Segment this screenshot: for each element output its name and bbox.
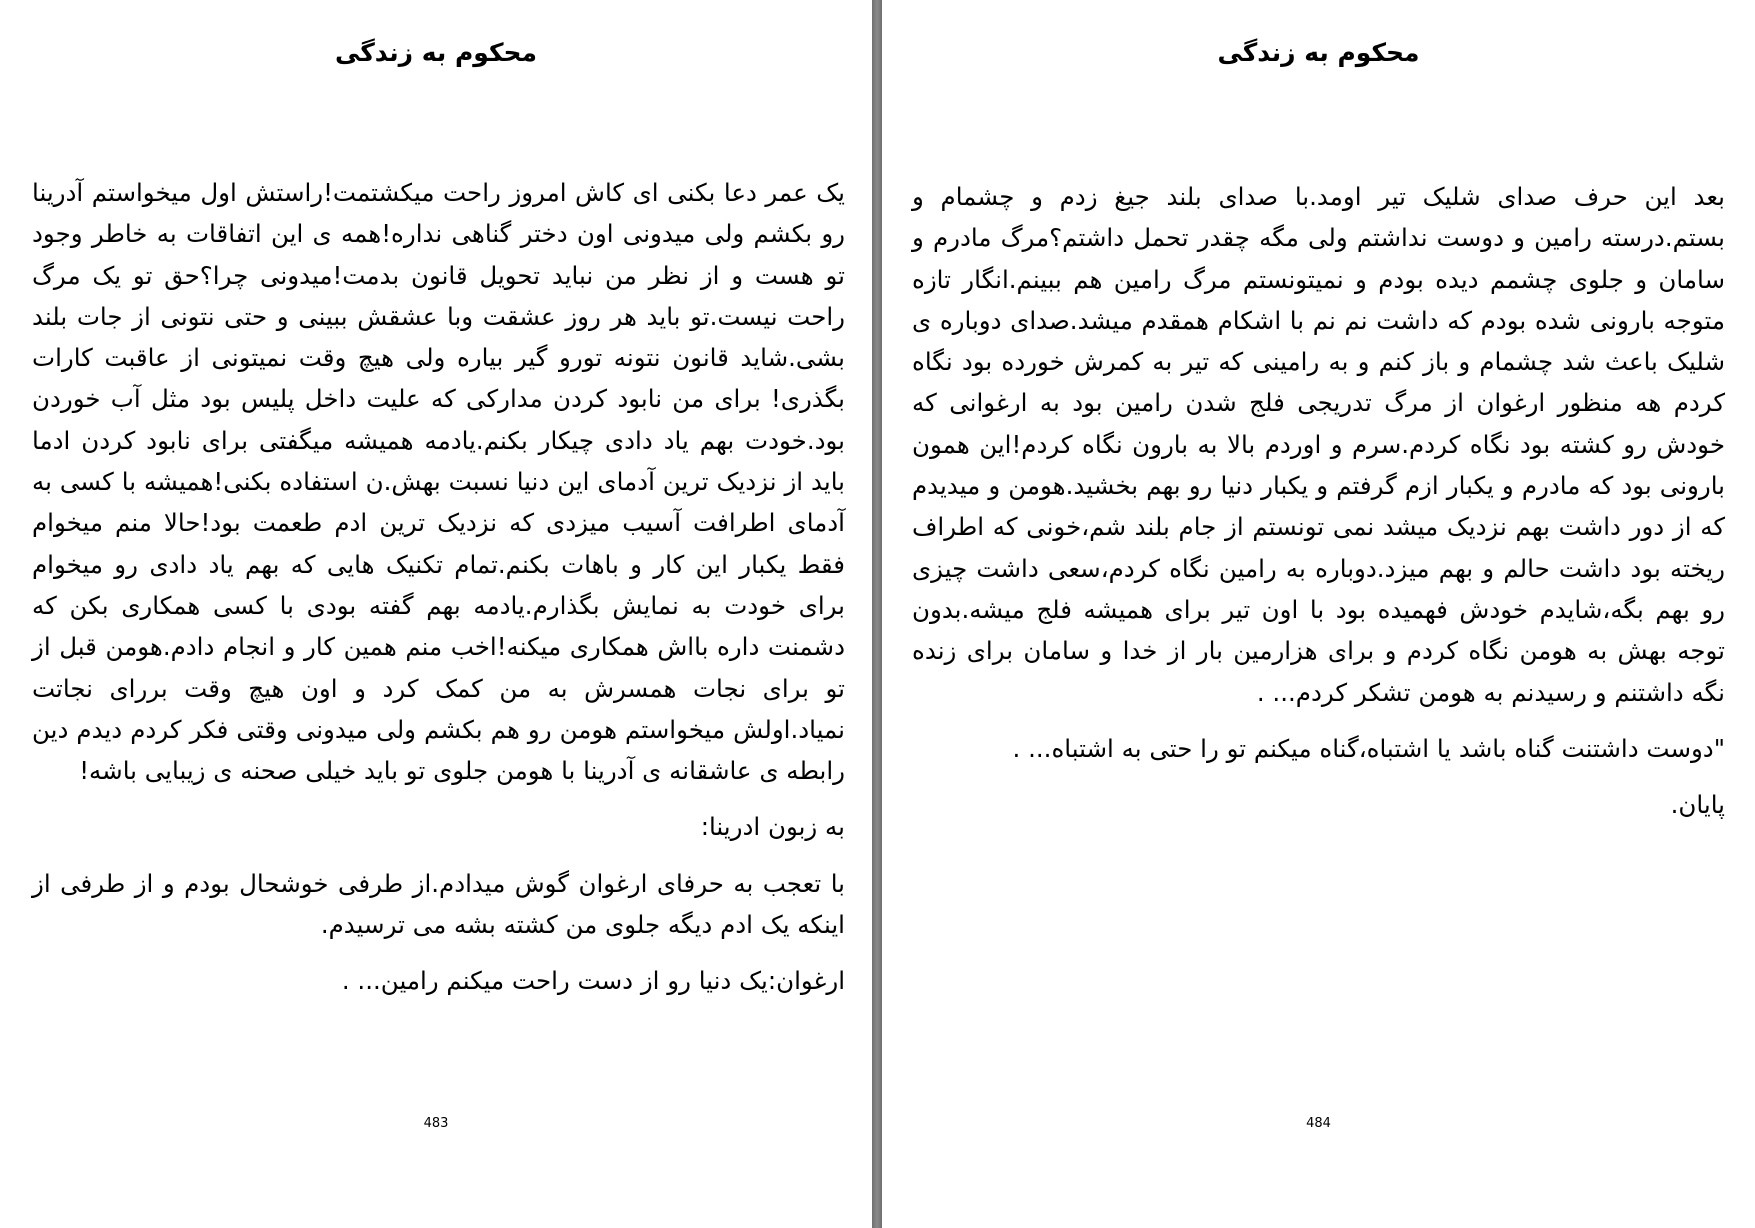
paragraph: با تعجب به حرفای ارغوان گوش میدادم.از طرفی خوشحال بودم و از طرفی از اینکه یک ادم دیگه جلوی من کشته بشه می ترسیدم. [32, 868, 845, 940]
paragraph: ارغوان:یک دنیا رو از دست راحت میکنم رامین... . [341, 966, 845, 996]
paragraph: "دوست داشتنت گناه باشد یا اشتباه،گناه میکنم تو را حتی به اشتباه... . [1012, 733, 1725, 763]
page-number: 484 [1306, 1116, 1331, 1131]
paragraph: به زبون ادرینا: [700, 812, 845, 842]
paragraph: بعد این حرف صدای شلیک تیر اومد.با صدای بلند جیغ زدم و چشمام و بستم.درسته رامین و دوست نداشتم ولی مگه چقدر تحمل داشتم؟مرگ مادرم و سامان و جلوی چشمم دیده بودم و نمیتونستم مرگ رامین هم ببینم.انگار تازه متوجه بارونی شده بودم که داشت نم نم با اشکام همقدم میشد.صدای دوباره ی شلیک باعث شد چشمام و باز کنم و به رامینی که تیر به کمرش خورده بود نگاه کردم هه منظور ارغوان از مرگ تدریجی فلج شدن رامین بود به ارغوانی که خودش رو کشته بود نگاه کردم.سرم و اوردم بالا به بارون نگاه کردم!این همون بارونی بود که مادرم و یکبار ازم گرفتم و یکبار دنیا رو بهم بخشید.هومن و میدیدم که از دور داشت بهم نزدیک میشد نمی تونستم از جام بلند شم،خونی که اطراف ریخته بود داشت حالم و بهم میزد.دوباره به رامین نگاه کردم،سعی داشت چیزی رو بهم بگه،شایدم خودش فهمیده بود با اون تیر برای همیشه فلج میشه.بدون توجه بهش به هومن نگاه کردم و برای هزارمین بار از خدا و سامان برای زنده نگه داشتنم و رسیدنم به هومن تشکر کردم... . [912, 182, 1725, 707]
book-spine [872, 0, 882, 1228]
paragraph: پایان. [1670, 790, 1725, 820]
paragraph: یک عمر دعا بکنی ای کاش امروز راحت میکشتمت!راستش اول میخواستم آدرینا رو بکشم ولی میدونی اون دختر گناهی نداره!همه ی این اتفاقات به خاطر وجود تو هست و از نظر من نباید تحویل قانون بدمت!میدونی چرا؟حق تو یک مرگ راحت نیست.تو باید هر روز عشقت وبا عشقش ببینی و حتی نتونی از جات بلند بشی.شاید قانون نتونه تورو گیر بیاره ولی هیچ وقت نمیتونی از عاقبت کارات بگذری! برای من نابود کردن مدارکی که علیت داخل پلیس بود مثل آب خوردن بود.خودت بهم یاد دادی چیکار بکنم.یادمه همیشه میگفتی برای نابود کردن ادما باید از نزدیک ترین آدمای این دنیا نسبت بهش.ن استفاده بکنی!همیشه با کسی به آدمای اطرافت آسیب میزدی که نزدیک ترین ادم طعمت بود!حالا منم میخوام فقط یکبار این کار و باهات بکنم.تمام تکنیک هایی که بهم یاد دادی رو میخوام برای خودت به نمایش بگذارم.یادمه بهم گفته بودی با کسی همکاری بکن که دشمنت داره بااش همکاری میکنه!اخب منم همین کار و انجام دادم.هومن قبل از تو برای نجات همسرش به من کمک کرد و اون هیچ وقت بررای نجاتت نمیاد.اولش میخواستم هومن رو هم بکشم ولی میدونی وقتی فکر کردم دیدم دین رابطه ی عاشقانه ی آدرینا با هومن جلوی تو باید خیلی صحنه ی زیبایی باشه! [32, 178, 845, 786]
page-number: 483 [423, 1116, 449, 1131]
right-page [882, 0, 1755, 1228]
left-page [0, 0, 872, 1228]
page-body [912, 176, 1725, 840]
running-header: محکوم به زندگی [1217, 38, 1420, 67]
page-body [32, 172, 845, 1017]
running-header: محکوم به زندگی [334, 38, 538, 67]
